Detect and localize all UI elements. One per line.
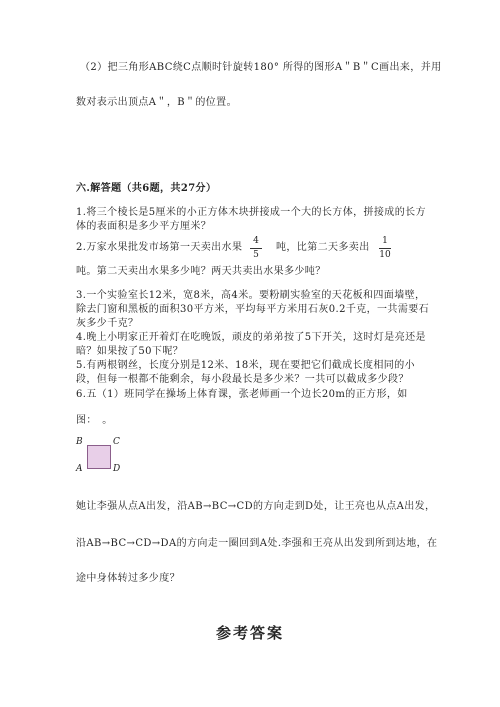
- p6-line4: 沿AB→BC→CD→DA的方向走一圈回到A处.李强和王亮从出发到所到达地，在: [76, 538, 438, 549]
- fraction-bar: [379, 248, 391, 249]
- p5-line1: 5.有两根钢丝，长度分别是12米、18米，现在要把它们截成长度相同的小: [76, 360, 415, 371]
- vertex-label-c: C: [113, 437, 120, 447]
- p1-line1: 1.将三个棱长是5厘米的小正方体木块拼接成一个大的长方体，拼接成的长方: [76, 207, 426, 218]
- p3-line1: 3.一个实验室长12米，宽8米，高4米。要粉刷实验室的天花板和四面墙壁，: [76, 290, 426, 301]
- vertex-label-d: D: [113, 464, 121, 474]
- p6-line3: 她让李强从点A出发，沿AB→BC→CD的方向走到D处，让王亮也从点A出发，: [76, 501, 436, 512]
- section-heading: 六.解答题（共6题，共27分）: [76, 183, 217, 194]
- p6-line1: 6.五（1）班同学在操场上体育课，张老师画一个边长20m的正方形，如: [76, 389, 408, 400]
- square-shape: [87, 445, 111, 469]
- fraction-bar: [250, 248, 262, 249]
- p2-fraction-1-numerator: 4: [253, 236, 259, 246]
- q2-line1: （2）把三角形ABC绕C点顺时针旋转180° 所得的图形A＂B＂C画出来，并用: [80, 62, 442, 73]
- p2-line2: 吨。第二天卖出水果多少吨？两天共卖出水果多少吨？: [76, 266, 326, 277]
- vertex-label-b: B: [76, 437, 83, 447]
- p2-fraction-2-numerator: 1: [382, 236, 388, 246]
- p5-line2: 段，但每一根都不能剩余，每小段最长是多少米？一共可以截成多少段？: [76, 374, 409, 385]
- p2-fraction-1-denominator: 5: [253, 250, 259, 260]
- p2-fraction-2: [378, 236, 392, 261]
- p3-line3: 灰多少千克？: [76, 318, 139, 329]
- p2-part2: 吨，比第二天多卖出: [276, 242, 370, 253]
- q2-line2: 数对表示出顶点A＂，B＂的位置。: [76, 97, 237, 108]
- p2-fraction-1: [249, 236, 263, 261]
- p6-line5: 途中身体转过多少度？: [76, 573, 180, 584]
- p4-line1: 4.晚上小明家正开着灯在吃晚饭，顽皮的弟弟按了5下开关，这时灯是亮还是: [76, 332, 426, 343]
- p4-line2: 暗？如果按了50下呢？: [76, 346, 184, 357]
- p2-fraction-2-denominator: 10: [379, 250, 391, 260]
- p3-line2: 除去门窗和黑板的面积30平方米，平均每平方米用石灰0.2千克，一共需要石: [76, 304, 430, 315]
- vertex-label-a: A: [76, 464, 83, 474]
- p2-part1: 2.万家水果批发市场第一天卖出水果: [76, 242, 243, 253]
- p1-line2: 体的表面积是多少平方厘米？: [76, 221, 212, 232]
- answers-title: 参考答案: [215, 624, 284, 642]
- p6-line2: 图： 。: [76, 415, 113, 426]
